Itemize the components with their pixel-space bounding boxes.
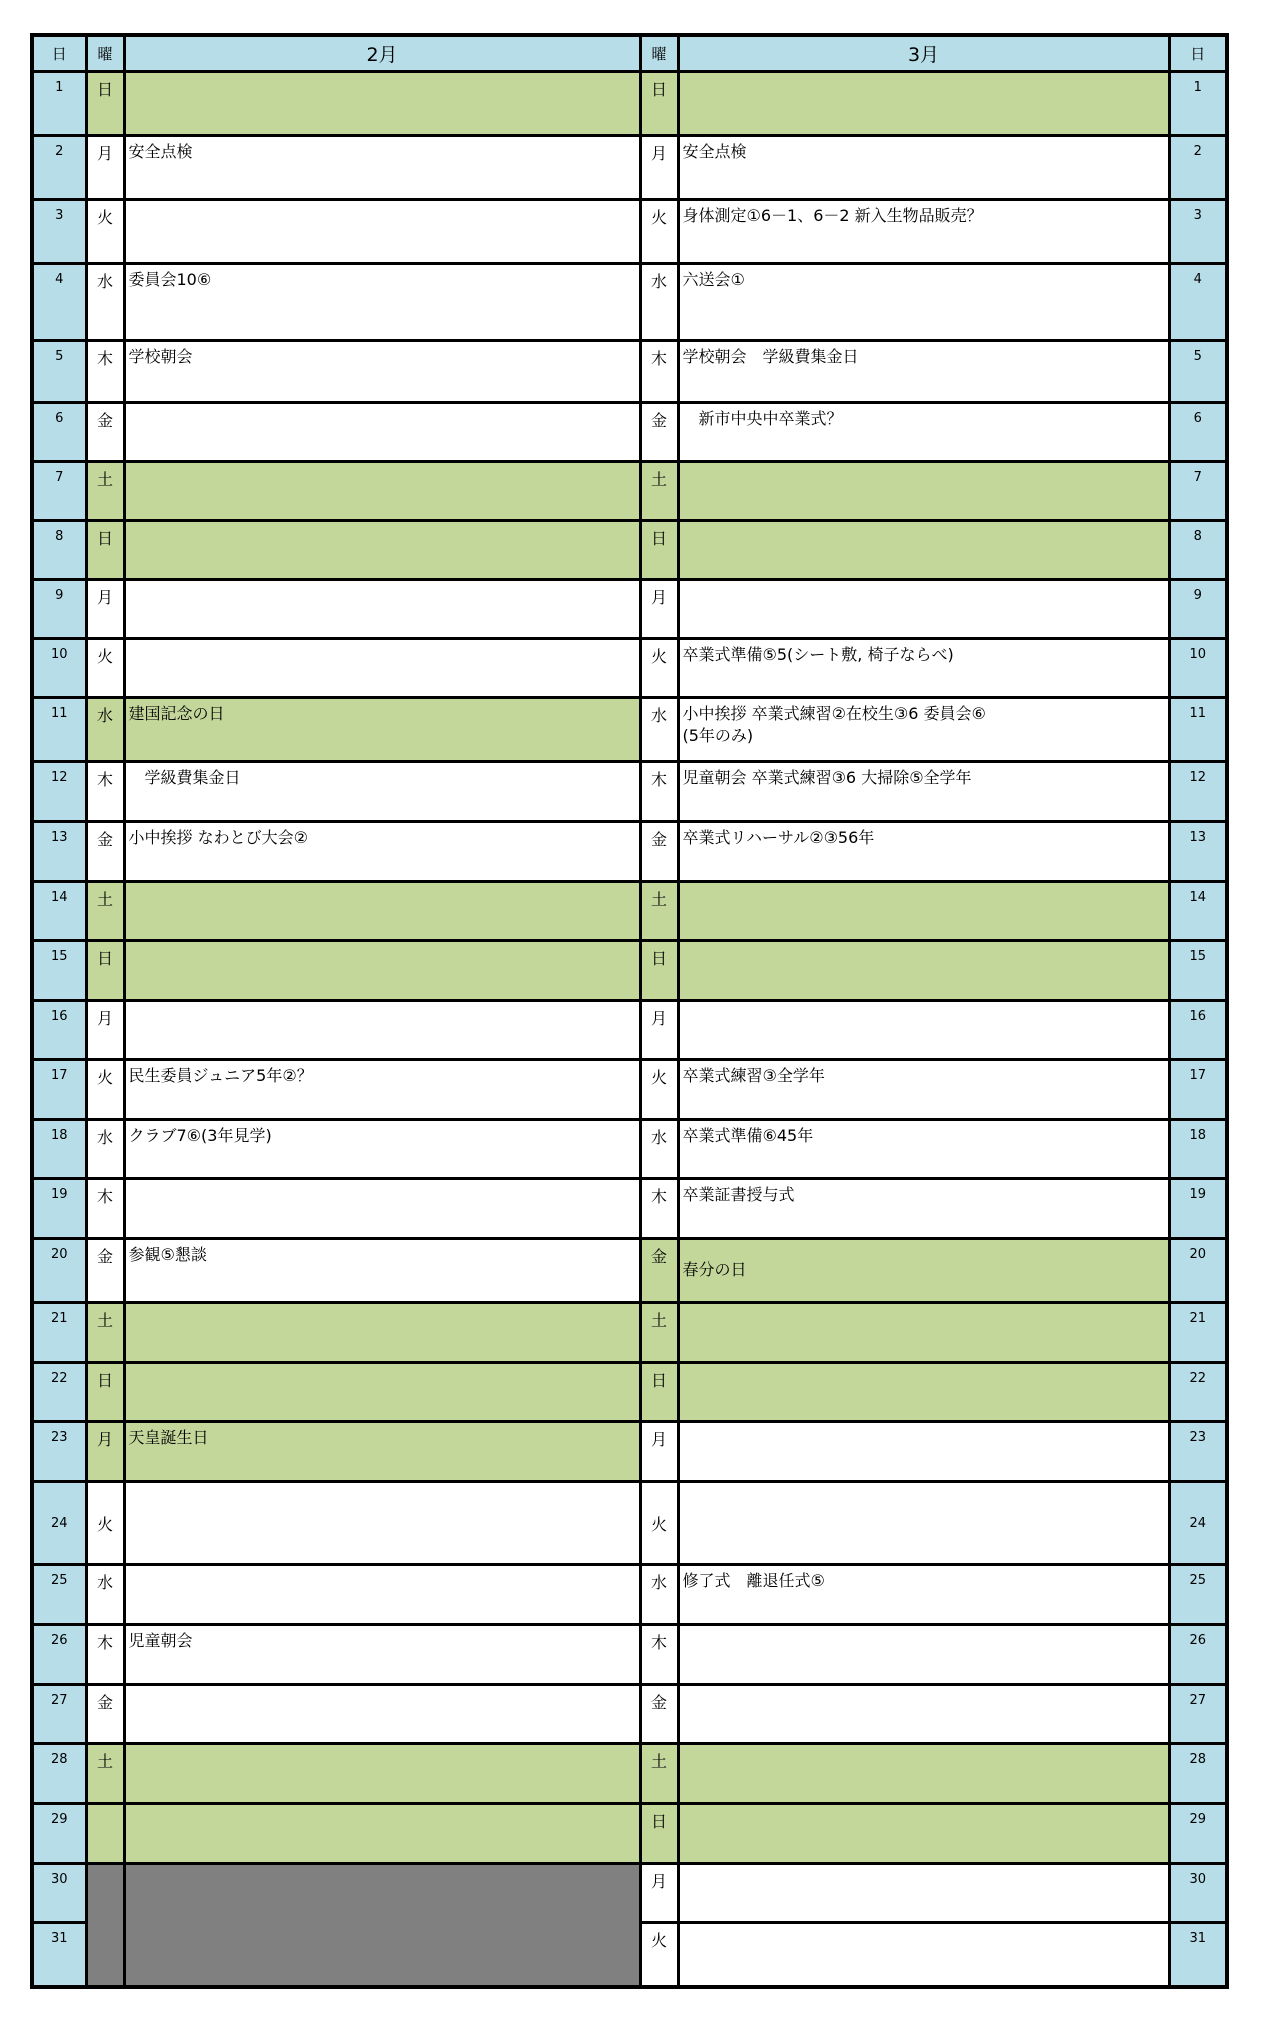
feb-day-number: 31: [32, 1923, 86, 1987]
feb-day-number: 8: [32, 521, 86, 580]
mar-day-number: 27: [1169, 1685, 1227, 1744]
feb-day-number: 1: [32, 72, 86, 136]
mar-event: [678, 580, 1169, 639]
calendar-row: [32, 1303, 1227, 1363]
feb-day-number: 19: [32, 1179, 86, 1239]
calendar-row: [32, 941, 1227, 1001]
feb-weekday: 木: [86, 341, 124, 403]
feb-weekday: 水: [86, 1565, 124, 1625]
header-row: [32, 35, 1227, 72]
feb-weekday: 木: [86, 1625, 124, 1685]
mar-weekday: 日: [640, 1804, 678, 1864]
feb-event: [124, 521, 640, 580]
feb-event-unavailable: [124, 1864, 640, 1987]
feb-weekday: 金: [86, 403, 124, 462]
calendar-row: [32, 1804, 1227, 1864]
feb-event: [124, 580, 640, 639]
mar-event: 安全点検: [678, 136, 1169, 200]
calendar-row: [32, 698, 1227, 762]
mar-event: [678, 1363, 1169, 1422]
feb-weekday: 日: [86, 941, 124, 1001]
feb-event: [124, 200, 640, 264]
calendar-row: [32, 762, 1227, 822]
feb-weekday: 日: [86, 521, 124, 580]
feb-weekday: [86, 1804, 124, 1864]
feb-day-number: 27: [32, 1685, 86, 1744]
mar-day-number: 15: [1169, 941, 1227, 1001]
mar-day-number: 2: [1169, 136, 1227, 200]
calendar-row: [32, 521, 1227, 580]
mar-day-number: 25: [1169, 1565, 1227, 1625]
mar-weekday: 水: [640, 698, 678, 762]
mar-weekday: 日: [640, 72, 678, 136]
mar-event: 修了式 離退任式⑤: [678, 1565, 1169, 1625]
mar-weekday: 月: [640, 580, 678, 639]
feb-day-number: 20: [32, 1239, 86, 1303]
feb-day-number: 25: [32, 1565, 86, 1625]
mar-day-number: 9: [1169, 580, 1227, 639]
feb-weekday: 火: [86, 1482, 124, 1565]
feb-weekday: 水: [86, 1120, 124, 1179]
feb-day-number: 14: [32, 882, 86, 941]
feb-day-number: 17: [32, 1060, 86, 1120]
feb-event: 委員会10⑥: [124, 264, 640, 341]
mar-weekday: 木: [640, 1179, 678, 1239]
feb-event: [124, 1565, 640, 1625]
feb-event: 参観⑤懇談: [124, 1239, 640, 1303]
feb-event: 学級費集金日: [124, 762, 640, 822]
feb-day-number: 23: [32, 1422, 86, 1482]
mar-day-number: 24: [1169, 1482, 1227, 1565]
mar-day-number: 22: [1169, 1363, 1227, 1422]
feb-event: 天皇誕生日: [124, 1422, 640, 1482]
mar-event: 児童朝会 卒業式練習③6 大掃除⑤全学年: [678, 762, 1169, 822]
feb-event: [124, 403, 640, 462]
header-weekday-feb: 曜: [86, 35, 124, 72]
mar-weekday: 金: [640, 1239, 678, 1303]
mar-weekday: 火: [640, 1060, 678, 1120]
feb-event: [124, 1804, 640, 1864]
mar-event: 新市中央中卒業式？: [678, 403, 1169, 462]
mar-weekday: 火: [640, 639, 678, 698]
mar-day-number: 11: [1169, 698, 1227, 762]
mar-event: 卒業式準備⑤5(シート敷, 椅子ならべ): [678, 639, 1169, 698]
mar-event: 卒業式練習③全学年: [678, 1060, 1169, 1120]
feb-event: 建国記念の日: [124, 698, 640, 762]
mar-day-number: 7: [1169, 462, 1227, 521]
feb-event: [124, 462, 640, 521]
calendar-row: [32, 1363, 1227, 1422]
feb-weekday: 日: [86, 72, 124, 136]
mar-event: [678, 941, 1169, 1001]
mar-day-number: 10: [1169, 639, 1227, 698]
feb-event: 学校朝会: [124, 341, 640, 403]
feb-day-number: 11: [32, 698, 86, 762]
mar-day-number: 5: [1169, 341, 1227, 403]
calendar-row: [32, 1239, 1227, 1303]
mar-day-number: 14: [1169, 882, 1227, 941]
mar-event: [678, 1303, 1169, 1363]
mar-event: [678, 72, 1169, 136]
mar-weekday: 水: [640, 1120, 678, 1179]
feb-day-number: 9: [32, 580, 86, 639]
calendar-row: [32, 72, 1227, 136]
feb-weekday: 土: [86, 1744, 124, 1804]
mar-weekday: 金: [640, 403, 678, 462]
header-weekday-mar: 曜: [640, 35, 678, 72]
calendar-row: [32, 882, 1227, 941]
mar-event: [678, 882, 1169, 941]
feb-event: [124, 1363, 640, 1422]
feb-day-number: 13: [32, 822, 86, 882]
feb-weekday: 土: [86, 882, 124, 941]
feb-event: クラブ7⑥(3年見学): [124, 1120, 640, 1179]
mar-day-number: 29: [1169, 1804, 1227, 1864]
mar-event: 卒業式準備⑥45年: [678, 1120, 1169, 1179]
mar-weekday: 土: [640, 882, 678, 941]
mar-weekday: 金: [640, 1685, 678, 1744]
feb-day-number: 24: [32, 1482, 86, 1565]
feb-weekday: 月: [86, 136, 124, 200]
feb-event: 民生委員ジュニア5年②？: [124, 1060, 640, 1120]
feb-day-number: 18: [32, 1120, 86, 1179]
feb-event: 児童朝会: [124, 1625, 640, 1685]
feb-weekday: 水: [86, 264, 124, 341]
mar-weekday: 月: [640, 1001, 678, 1060]
mar-event: 身体測定①6－1、6－2 新入生物品販売？: [678, 200, 1169, 264]
mar-event: 小中挨拶 卒業式練習②在校生③6 委員会⑥ (5年のみ): [678, 698, 1169, 762]
feb-day-number: 2: [32, 136, 86, 200]
mar-day-number: 18: [1169, 1120, 1227, 1179]
calendar-row: [32, 1001, 1227, 1060]
calendar-row: [32, 1685, 1227, 1744]
feb-weekday: 月: [86, 1422, 124, 1482]
feb-weekday: 日: [86, 1363, 124, 1422]
mar-day-number: 3: [1169, 200, 1227, 264]
mar-weekday: 水: [640, 264, 678, 341]
school-calendar-table: [30, 33, 1229, 1989]
feb-weekday: 月: [86, 580, 124, 639]
feb-day-number: 10: [32, 639, 86, 698]
mar-day-number: 13: [1169, 822, 1227, 882]
mar-day-number: 16: [1169, 1001, 1227, 1060]
header-february: 2月: [124, 35, 640, 72]
feb-day-number: 26: [32, 1625, 86, 1685]
mar-event: [678, 462, 1169, 521]
mar-weekday: 木: [640, 341, 678, 403]
feb-weekday: 水: [86, 698, 124, 762]
feb-event: [124, 1303, 640, 1363]
feb-weekday: 土: [86, 462, 124, 521]
feb-weekday: 火: [86, 1060, 124, 1120]
feb-event: [124, 1179, 640, 1239]
mar-day-number: 20: [1169, 1239, 1227, 1303]
calendar-body: [32, 72, 1227, 1987]
feb-event: [124, 1744, 640, 1804]
feb-day-number: 29: [32, 1804, 86, 1864]
feb-event: [124, 882, 640, 941]
feb-day-number: 22: [32, 1363, 86, 1422]
mar-weekday: 月: [640, 1422, 678, 1482]
calendar-row: [32, 403, 1227, 462]
mar-day-number: 6: [1169, 403, 1227, 462]
feb-day-number: 28: [32, 1744, 86, 1804]
mar-event: 卒業式リハーサル②③56年: [678, 822, 1169, 882]
feb-event: [124, 639, 640, 698]
feb-day-number: 7: [32, 462, 86, 521]
calendar-row: [32, 462, 1227, 521]
feb-event: 安全点検: [124, 136, 640, 200]
mar-event: [678, 1422, 1169, 1482]
feb-day-number: 30: [32, 1864, 86, 1923]
feb-weekday: 金: [86, 1239, 124, 1303]
calendar-row: [32, 136, 1227, 200]
mar-weekday: 日: [640, 521, 678, 580]
calendar-row: [32, 1120, 1227, 1179]
mar-event: [678, 1482, 1169, 1565]
mar-event: [678, 521, 1169, 580]
calendar-row: [32, 341, 1227, 403]
mar-event: 学校朝会 学級費集金日: [678, 341, 1169, 403]
mar-event: [678, 1001, 1169, 1060]
mar-weekday: 火: [640, 200, 678, 264]
feb-event: [124, 1685, 640, 1744]
feb-day-number: 15: [32, 941, 86, 1001]
calendar-row: [32, 1864, 1227, 1923]
calendar-row: [32, 822, 1227, 882]
mar-event: 六送会①: [678, 264, 1169, 341]
mar-day-number: 31: [1169, 1923, 1227, 1987]
mar-weekday: 日: [640, 1363, 678, 1422]
mar-event: [678, 1864, 1169, 1923]
feb-event: 小中挨拶 なわとび大会②: [124, 822, 640, 882]
mar-event: [678, 1923, 1169, 1987]
calendar-row: [32, 1744, 1227, 1804]
header-day-right: 日: [1169, 35, 1227, 72]
mar-day-number: 19: [1169, 1179, 1227, 1239]
mar-weekday: 月: [640, 136, 678, 200]
mar-event: 春分の日: [678, 1239, 1169, 1303]
calendar-row: [32, 1565, 1227, 1625]
feb-day-number: 3: [32, 200, 86, 264]
mar-event: 卒業証書授与式: [678, 1179, 1169, 1239]
feb-event: [124, 1001, 640, 1060]
calendar-row: [32, 1625, 1227, 1685]
mar-day-number: 30: [1169, 1864, 1227, 1923]
mar-event: [678, 1685, 1169, 1744]
feb-weekday: 金: [86, 1685, 124, 1744]
feb-day-number: 12: [32, 762, 86, 822]
mar-weekday: 土: [640, 1744, 678, 1804]
mar-weekday: 火: [640, 1923, 678, 1987]
mar-weekday: 木: [640, 1625, 678, 1685]
calendar-row: [32, 580, 1227, 639]
calendar-row: [32, 639, 1227, 698]
mar-day-number: 26: [1169, 1625, 1227, 1685]
mar-day-number: 23: [1169, 1422, 1227, 1482]
mar-event: [678, 1804, 1169, 1864]
mar-weekday: 木: [640, 762, 678, 822]
calendar-row: [32, 1422, 1227, 1482]
mar-weekday: 火: [640, 1482, 678, 1565]
feb-event: [124, 1482, 640, 1565]
feb-weekday: 月: [86, 1001, 124, 1060]
mar-event: [678, 1744, 1169, 1804]
mar-day-number: 1: [1169, 72, 1227, 136]
feb-event: [124, 941, 640, 1001]
feb-weekday: 火: [86, 639, 124, 698]
mar-weekday: 金: [640, 822, 678, 882]
mar-weekday: 日: [640, 941, 678, 1001]
feb-weekday: 木: [86, 762, 124, 822]
mar-weekday: 土: [640, 462, 678, 521]
feb-day-number: 21: [32, 1303, 86, 1363]
mar-day-number: 21: [1169, 1303, 1227, 1363]
calendar-row: [32, 1482, 1227, 1565]
feb-weekday: 火: [86, 200, 124, 264]
mar-event: [678, 1625, 1169, 1685]
feb-weekday: 土: [86, 1303, 124, 1363]
feb-weekday: 金: [86, 822, 124, 882]
feb-day-number: 5: [32, 341, 86, 403]
mar-day-number: 28: [1169, 1744, 1227, 1804]
feb-weekday-unavailable: [86, 1864, 124, 1987]
mar-weekday: 水: [640, 1565, 678, 1625]
mar-weekday: 土: [640, 1303, 678, 1363]
feb-day-number: 6: [32, 403, 86, 462]
calendar-row: [32, 200, 1227, 264]
header-march: 3月: [678, 35, 1169, 72]
mar-day-number: 4: [1169, 264, 1227, 341]
calendar-row: [32, 1179, 1227, 1239]
feb-day-number: 4: [32, 264, 86, 341]
mar-weekday: 月: [640, 1864, 678, 1923]
feb-event: [124, 72, 640, 136]
calendar-row: [32, 264, 1227, 341]
mar-day-number: 12: [1169, 762, 1227, 822]
mar-day-number: 8: [1169, 521, 1227, 580]
mar-day-number: 17: [1169, 1060, 1227, 1120]
header-day-left: 日: [32, 35, 86, 72]
feb-weekday: 木: [86, 1179, 124, 1239]
feb-day-number: 16: [32, 1001, 86, 1060]
calendar-row: [32, 1060, 1227, 1120]
